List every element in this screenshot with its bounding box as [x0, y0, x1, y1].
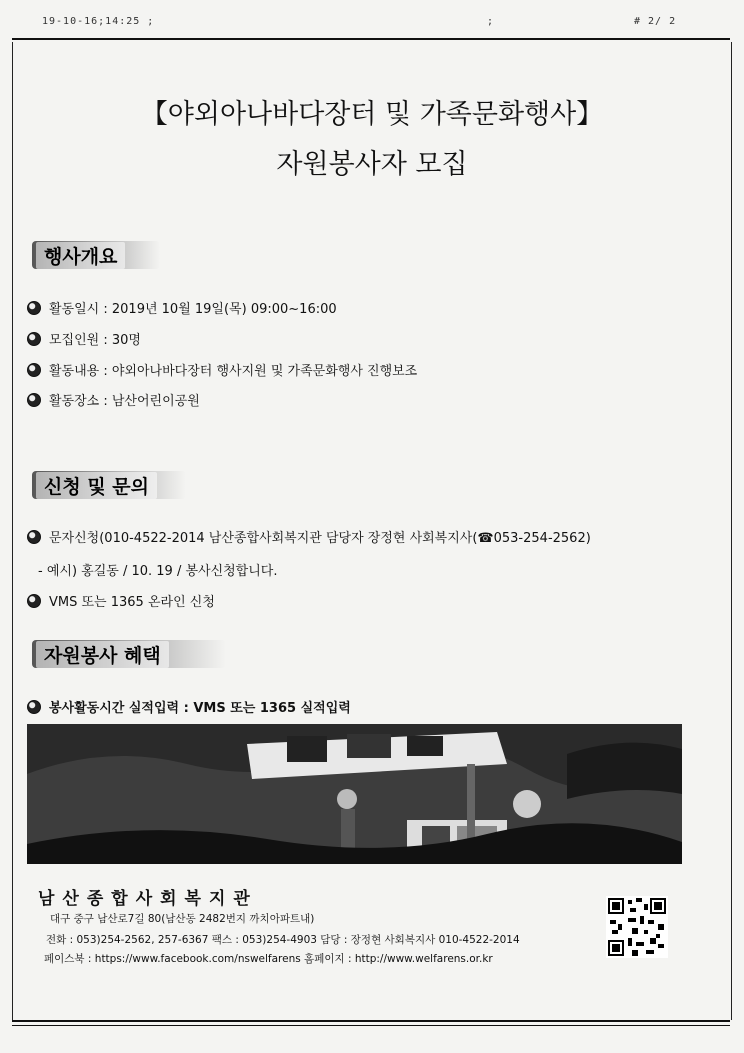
section-overview-text: 행사개요 [36, 242, 125, 269]
section-apply-text: 신청 및 문의 [36, 472, 157, 499]
benefits-item [27, 697, 351, 716]
bullet-icon [27, 332, 41, 346]
photo-illustration [27, 724, 682, 864]
page-subtitle: 자원봉사자 모집 [276, 149, 468, 180]
qr-code-icon [606, 896, 668, 958]
org-web: 페이스북 : https://www.facebook.com/nswelfarens 홈페이지 : http://www.welfarens.or.kr [44, 953, 493, 965]
overview-item [27, 298, 337, 317]
benefits-record: 봉사활동시간 실적입력 : VMS 또는 1365 실적입력 [49, 701, 351, 716]
overview-location: 활동장소 : 남산어린이공원 [49, 394, 200, 409]
qr-pattern [606, 896, 668, 958]
bullet-icon [27, 301, 41, 315]
bottom-rule [12, 1020, 730, 1022]
apply-item [27, 527, 591, 546]
fax-header [0, 16, 744, 38]
apply-online: VMS 또는 1365 온라인 신청 [49, 595, 215, 610]
bullet-icon [27, 530, 41, 544]
bullet-icon [27, 594, 41, 608]
bullet-icon [27, 393, 41, 407]
top-rule [12, 38, 730, 40]
fax-timestamp: 19-10-16;14:25 ; [42, 16, 155, 27]
section-benefits-label [32, 640, 226, 668]
bullet-icon [27, 363, 41, 377]
section-apply-label [32, 471, 186, 499]
org-contact: 전화 : 053)254-2562, 257-6367 팩스 : 053)254-4903 담당 : 장정현 사회복지사 010-4522-2014 [46, 934, 520, 946]
fax-separator: ; [487, 16, 495, 27]
apply-example: - 예시) 홍길동 / 10. 19 / 봉사신청합니다. [38, 564, 278, 579]
overview-activity: 활동내용 : 야외아나바다장터 행사지원 및 가족문화행사 진행보조 [49, 364, 418, 379]
bottom-rule-thin [12, 1025, 730, 1026]
bullet-icon [27, 700, 41, 714]
overview-headcount: 모집인원 : 30명 [49, 333, 141, 348]
page-title: 【야외아나바다장터 및 가족문화행사】 [140, 99, 604, 130]
fax-page-number: # 2/ 2 [634, 16, 677, 27]
org-address: 대구 중구 남산로7길 80(남산동 2482번지 까치아파트내) [50, 913, 315, 925]
overview-item [27, 329, 141, 348]
org-name: 남산종합사회복지관 [38, 889, 258, 909]
apply-item [27, 591, 215, 610]
market-crowd-photo [27, 724, 682, 864]
section-benefits-text: 자원봉사 혜택 [36, 641, 169, 668]
overview-item [27, 390, 200, 409]
section-overview-label [32, 241, 160, 269]
overview-date: 활동일시 : 2019년 10월 19일(목) 09:00~16:00 [49, 302, 337, 317]
overview-item [27, 360, 417, 379]
apply-sms: 문자신청(010-4522-2014 남산종합사회복지관 담당자 장정현 사회복지사(☎053-254-2562) [49, 531, 591, 546]
